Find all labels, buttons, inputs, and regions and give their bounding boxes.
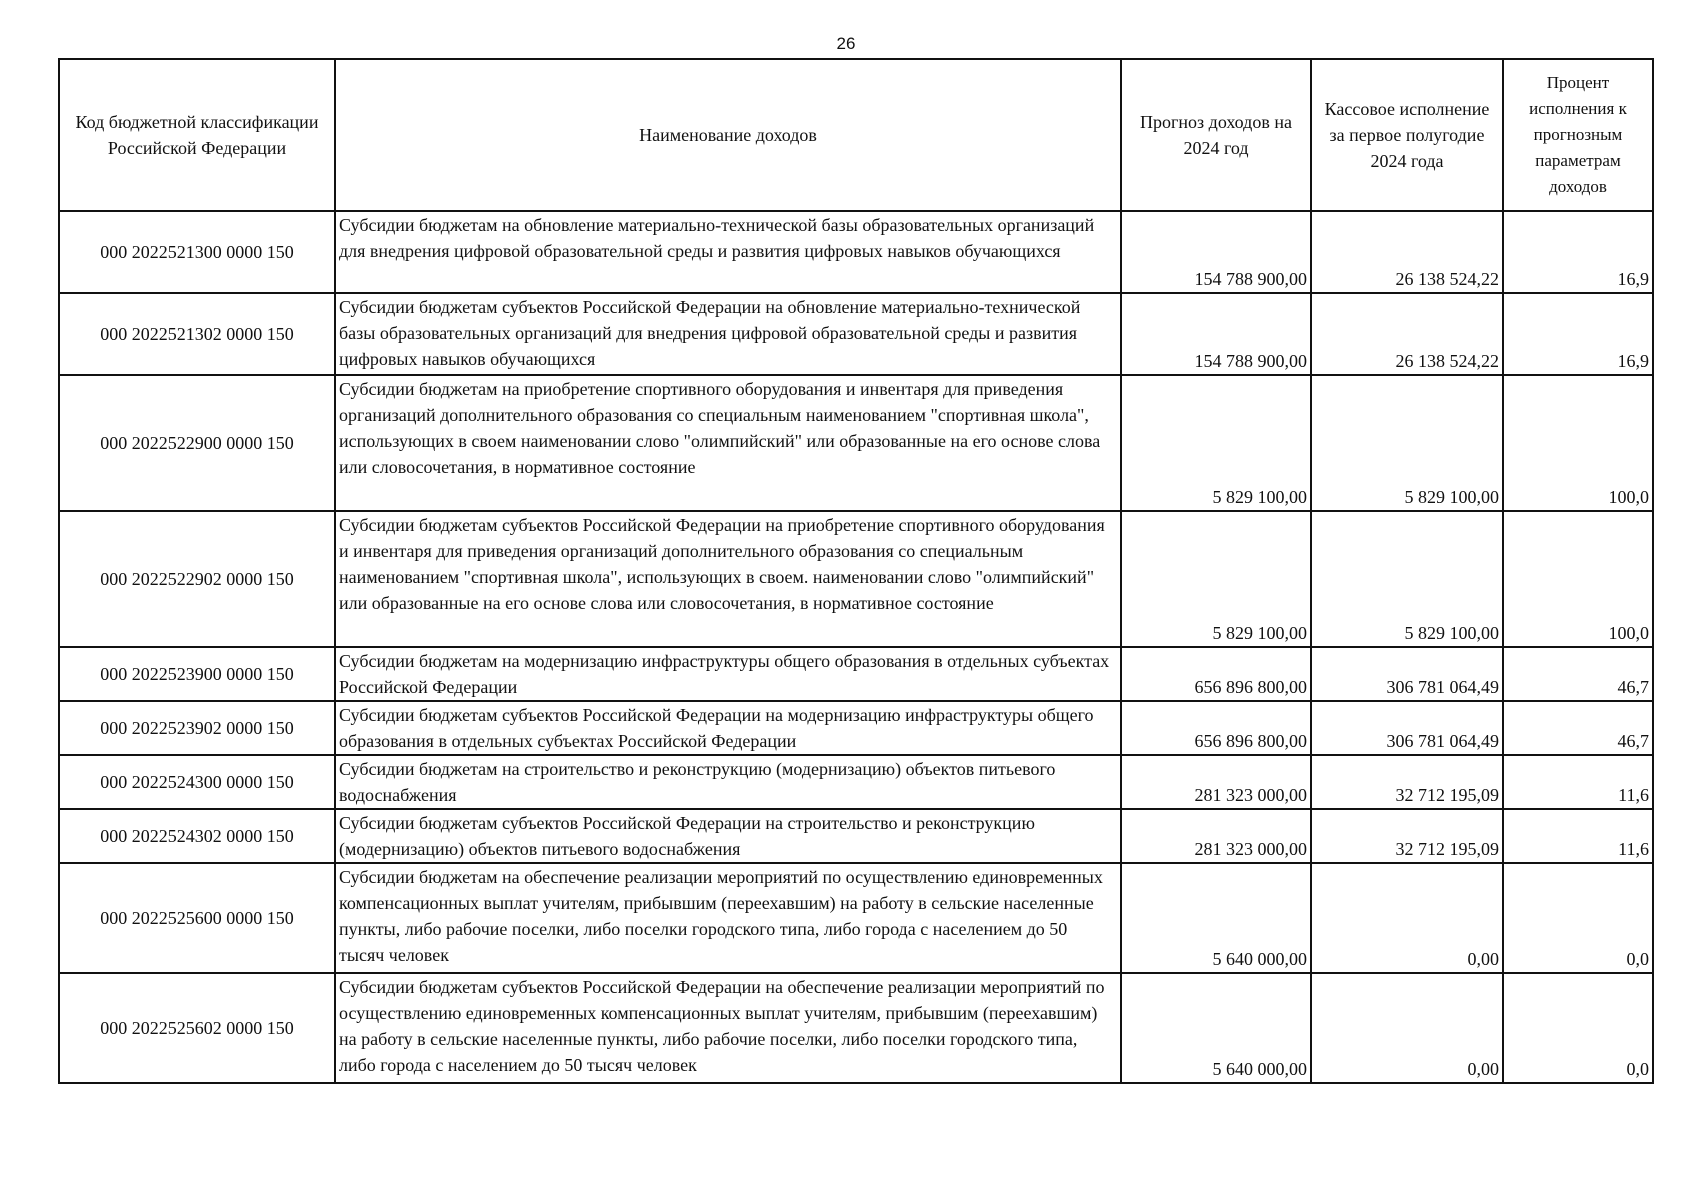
row-execution: 26 138 524,22 [1311, 211, 1503, 293]
table-row [59, 293, 1653, 375]
row-execution: 0,00 [1311, 863, 1503, 973]
row-percent: 46,7 [1503, 647, 1653, 701]
table-row [59, 375, 1653, 511]
header-execution: Кассовое исполнение за первое полугодие 2024 года [1311, 59, 1503, 211]
row-code: 000 2022522902 0000 150 [59, 511, 335, 647]
row-execution: 5 829 100,00 [1311, 375, 1503, 511]
table-row [59, 863, 1653, 973]
row-name: Субсидии бюджетам на обновление материально-технической базы образовательных организаций для внедрения цифровой образовательной среды и развития цифровых навыков обучающихся [335, 211, 1121, 293]
row-percent: 0,0 [1503, 973, 1653, 1083]
row-name: Субсидии бюджетам субъектов Российской Федерации на обновление материально-технической базы образовательных организаций для внедрения цифровой образовательной среды и развития цифровых навыков обучающихся [335, 293, 1121, 375]
row-forecast: 5 640 000,00 [1121, 863, 1311, 973]
row-name: Субсидии бюджетам субъектов Российской Федерации на модернизацию инфраструктуры общего образования в отдельных субъектах Российской Федерации [335, 701, 1121, 755]
row-code: 000 2022524302 0000 150 [59, 809, 335, 863]
table-body [59, 211, 1653, 1083]
row-forecast: 154 788 900,00 [1121, 293, 1311, 375]
header-name: Наименование доходов [335, 59, 1121, 211]
row-execution: 0,00 [1311, 973, 1503, 1083]
row-name: Субсидии бюджетам на строительство и реконструкцию (модернизацию) объектов питьевого водоснабжения [335, 755, 1121, 809]
table-row [59, 755, 1653, 809]
row-code: 000 2022525602 0000 150 [59, 973, 335, 1083]
row-execution: 306 781 064,49 [1311, 701, 1503, 755]
row-forecast: 154 788 900,00 [1121, 211, 1311, 293]
row-code: 000 2022525600 0000 150 [59, 863, 335, 973]
row-execution: 32 712 195,09 [1311, 809, 1503, 863]
row-name: Субсидии бюджетам на приобретение спортивного оборудования и инвентаря для приведения организаций дополнительного образования со специальным наименованием "спортивная школа", использующих в своем наименовании слово "олимпийский" или образованные на его основе слова или словосочетания, в нормативное состояние [335, 375, 1121, 511]
row-forecast: 5 829 100,00 [1121, 511, 1311, 647]
row-name: Субсидии бюджетам субъектов Российской Федерации на строительство и реконструкцию (модернизацию) объектов питьевого водоснабжения [335, 809, 1121, 863]
row-execution: 26 138 524,22 [1311, 293, 1503, 375]
header-row [59, 59, 1653, 211]
row-name: Субсидии бюджетам на обеспечение реализации мероприятий по осуществлению единовременных компенсационных выплат учителям, прибывшим (переехавшим) на работу в сельские населенные пункты, либо рабочие поселки, либо поселки городского типа, либо города с населением до 50 тысяч человек [335, 863, 1121, 973]
row-percent: 0,0 [1503, 863, 1653, 973]
row-execution: 5 829 100,00 [1311, 511, 1503, 647]
row-forecast: 5 640 000,00 [1121, 973, 1311, 1083]
header-code: Код бюджетной классификации Российской Федерации [59, 59, 335, 211]
row-code: 000 2022521300 0000 150 [59, 211, 335, 293]
row-name: Субсидии бюджетам субъектов Российской Федерации на обеспечение реализации мероприятий по осуществлению единовременных компенсационных выплат учителям, прибывшим (переехавшим) на работу в сельские населенные пункты, либо рабочие поселки, либо поселки городского типа, либо города с населением до 50 тысяч человек [335, 973, 1121, 1083]
table-row [59, 211, 1653, 293]
row-code: 000 2022524300 0000 150 [59, 755, 335, 809]
table-row [59, 511, 1653, 647]
page-number: 26 [836, 34, 856, 53]
row-percent: 11,6 [1503, 809, 1653, 863]
row-execution: 32 712 195,09 [1311, 755, 1503, 809]
row-percent: 100,0 [1503, 511, 1653, 647]
row-percent: 100,0 [1503, 375, 1653, 511]
revenue-table [58, 58, 1654, 1084]
header-forecast: Прогноз доходов на 2024 год [1121, 59, 1311, 211]
row-name: Субсидии бюджетам на модернизацию инфраструктуры общего образования в отдельных субъектах Российской Федерации [335, 647, 1121, 701]
row-percent: 46,7 [1503, 701, 1653, 755]
header-percent: Процент исполнения к прогнозным параметрам доходов [1503, 59, 1653, 211]
row-execution: 306 781 064,49 [1311, 647, 1503, 701]
row-code: 000 2022523900 0000 150 [59, 647, 335, 701]
row-percent: 16,9 [1503, 293, 1653, 375]
table-row [59, 701, 1653, 755]
row-forecast: 656 896 800,00 [1121, 701, 1311, 755]
row-forecast: 281 323 000,00 [1121, 809, 1311, 863]
row-percent: 11,6 [1503, 755, 1653, 809]
row-name: Субсидии бюджетам субъектов Российской Федерации на приобретение спортивного оборудования и инвентаря для приведения организаций дополнительного образования со специальным наименованием "спортивная школа", использующих в своем. наименовании слово "олимпийский" или образованные на его основе слова или словосочетания, в нормативное состояние [335, 511, 1121, 647]
table-header [59, 59, 1653, 211]
table-row [59, 973, 1653, 1083]
row-code: 000 2022523902 0000 150 [59, 701, 335, 755]
row-forecast: 656 896 800,00 [1121, 647, 1311, 701]
table-row [59, 647, 1653, 701]
row-code: 000 2022522900 0000 150 [59, 375, 335, 511]
row-percent: 16,9 [1503, 211, 1653, 293]
table-row [59, 809, 1653, 863]
row-code: 000 2022521302 0000 150 [59, 293, 335, 375]
row-forecast: 281 323 000,00 [1121, 755, 1311, 809]
row-forecast: 5 829 100,00 [1121, 375, 1311, 511]
